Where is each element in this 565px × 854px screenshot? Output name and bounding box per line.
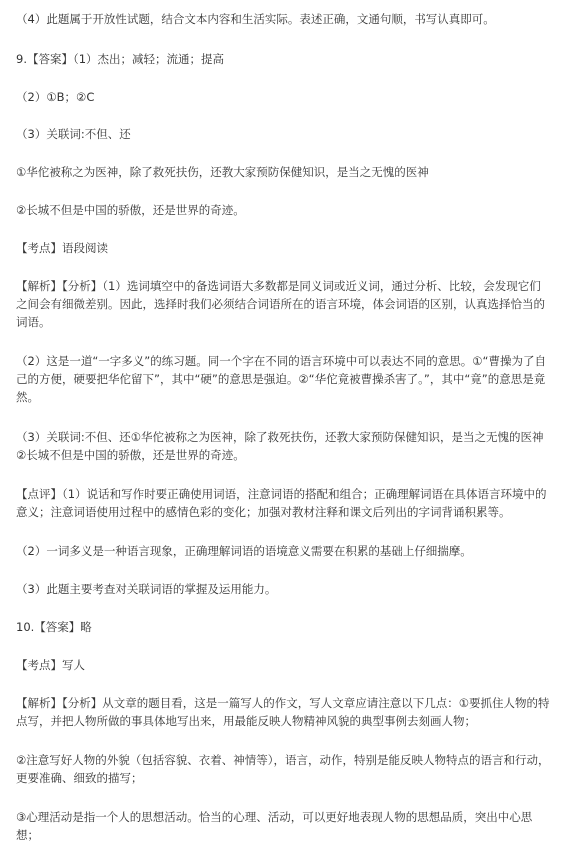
paragraph-analysis-writing-3: ③心理活动是指一个人的思想活动。恰当的心理、活动，可以更好地表现人物的思想品质，突出中心思想； (16, 810, 533, 842)
paragraph-comment-1: 【点评】（1）说话和写作时要正确使用词语，注意词语的搭配和组合；正确理解词语在具体语言环境中的意义；注意词语使用过程中的感情色彩的变化；加强对教材注释和课文后列出的字词背诵积累等。 (16, 487, 547, 519)
paragraph-analysis-writing-1: 【解析】【分析】从文章的题目看，这是一篇写人的作文，写人文章应请注意以下几点：①要抓住人物的特点写，并把人物所做的事具体地写出来，用最能反映人物精神风貌的典型事例去刻画人物； (16, 696, 550, 728)
paragraph-analysis-1: 【解析】【分析】（1）选词填空中的备选词语大多数都是同义词或近义词，通过分析、比较，会发现它们之间会有细微差别。因此，选择时我们必须结合词语所在的语言环境，体会词语的区别，认真选择恰当的词语。 (16, 279, 545, 329)
paragraph-analysis-writing-2: ②注意写好人物的外貌（包括容貌、衣着、神情等），语言，动作，特别是能反映人物特点的语言和行动，更要准确、细致的描写； (16, 753, 550, 785)
paragraph-sentence-1: ①华佗被称之为医神，除了救死扶伤，还教大家预防保健知识，是当之无愧的医神 (16, 165, 429, 179)
paragraph-q4-open-question: （4）此题属于开放性试题，结合文本内容和生活实际。表述正确，文通句顺，书写认真即可。 (16, 12, 495, 26)
paragraph-q9-part3: （3）关联词:不但、还 (16, 127, 131, 141)
paragraph-kaodian-1: 【考点】语段阅读 (16, 241, 108, 255)
paragraph-analysis-2: （2）这是一道“一字多义”的练习题。同一个字在不同的语言环境中可以表达不同的意思。①“曹操为了自己的方便，硬要把华佗留下”，其中“硬”的意思是强迫。②“华佗竟被曹操杀害了。”，其中“竟”的意思是竟然。 (16, 354, 546, 404)
paragraph-analysis-3: （3）关联词:不但、还①华佗被称之为医神，除了救死扶伤，还教大家预防保健知识，是当之无愧的医神②长城不但是中国的骄傲，还是世界的奇迹。 (16, 430, 544, 462)
paragraph-comment-3: （3）此题主要考查对关联词语的掌握及运用能力。 (16, 582, 277, 596)
paragraph-kaodian-2: 【考点】写人 (16, 658, 85, 672)
paragraph-sentence-2: ②长城不但是中国的骄傲，还是世界的奇迹。 (16, 203, 245, 217)
paragraph-q9-part2: （2）①B；②C (16, 90, 95, 104)
paragraph-q10-answer: 10.【答案】略 (16, 620, 92, 634)
paragraph-q9-answer: 9.【答案】（1）杰出；减轻；流通；提高 (16, 52, 225, 66)
paragraph-comment-2: （2）一词多义是一种语言现象，正确理解词语的语境意义需要在积累的基础上仔细揣摩。 (16, 544, 472, 558)
